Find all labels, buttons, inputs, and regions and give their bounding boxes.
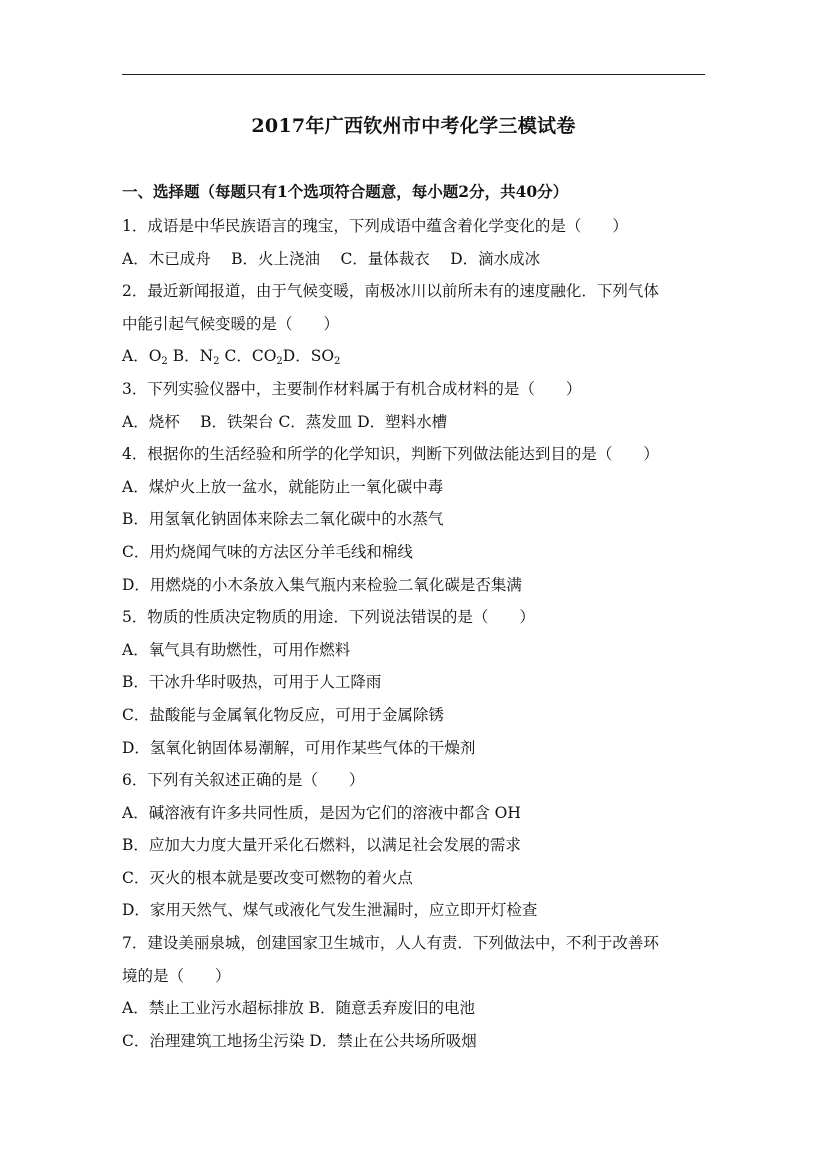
question-6-option-c: C．灭火的根本就是要改变可燃物的着火点: [122, 868, 413, 887]
question-6: 6．下列有关叙述正确的是（ ）: [122, 771, 365, 790]
question-5-option-c: C．盐酸能与金属氧化物反应，可用于金属除锈: [122, 705, 444, 724]
question-5-option-a: A．氧气具有助燃性，可用作燃料: [122, 640, 351, 659]
page-title: 2017年广西钦州市中考化学三模试卷: [251, 115, 576, 137]
question-2-line-2: 中能引起气候变暖的是（ ）: [122, 314, 340, 333]
question-list: [122, 210, 712, 1057]
header-rule: [122, 74, 705, 75]
question-6-option-d: D．家用天然气、煤气或液化气发生泄漏时，应立即开灯检查: [122, 901, 538, 920]
question-1: 1．成语是中华民族语言的瑰宝，下列成语中蕴含着化学变化的是（ ）: [122, 217, 628, 235]
question-7-options-ab: A．禁止工业污水超标排放 B．随意丢弃废旧的电池: [122, 999, 476, 1018]
question-4-option-a: A．煤炉火上放一盆水，就能防止一氧化碳中毒: [122, 477, 444, 496]
question-4-option-b: B．用氢氧化钠固体来除去二氧化碳中的水蒸气: [122, 510, 444, 529]
subscript: 2: [213, 356, 220, 368]
subscript: 2: [161, 356, 168, 368]
option-c: C．CO: [219, 347, 277, 366]
subscript: 2: [276, 356, 283, 368]
question-6-option-a: A．碱溶液有许多共同性质，是因为它们的溶液中都含 OH: [122, 803, 521, 822]
subscript: 2: [334, 356, 341, 368]
question-2-line-1: 2．最近新闻报道，由于气候变暖，南极冰川以前所未有的速度融化．下列气体: [122, 282, 659, 301]
option-b: B．N: [167, 347, 214, 366]
question-7-line-1: 7．建设美丽泉城，创建国家卫生城市，人人有责．下列做法中，不利于改善环: [122, 934, 659, 953]
question-7-line-2: 境的是（ ）: [122, 966, 231, 985]
question-4-option-d: D．用燃烧的小木条放入集气瓶内来检验二氧化碳是否集满: [122, 575, 522, 594]
option-d: D．SO: [282, 347, 335, 366]
question-3: 3．下列实验仪器中，主要制作材料属于有机合成材料的是（ ）: [122, 379, 582, 398]
question-4-option-c: C．用灼烧闻气味的方法区分羊毛线和棉线: [122, 542, 413, 561]
question-7-options-cd: C．治理建筑工地扬尘污染 D．禁止在公共场所吸烟: [122, 1031, 477, 1050]
question-2-options: [122, 340, 712, 373]
question-5: 5．物质的性质决定物质的用途．下列说法错误的是（ ）: [122, 608, 535, 627]
question-3-options: A．烧杯 B．铁架台 C．蒸发皿 D．塑料水槽: [122, 412, 448, 431]
section-heading: 一、选择题（每题只有1个选项符合题意，每小题2分，共40分）: [122, 182, 569, 201]
question-4: 4．根据你的生活经验和所学的化学知识，判断下列做法能达到目的是（ ）: [122, 445, 659, 464]
question-5-option-d: D．氢氧化钠固体易潮解，可用作某些气体的干燥剂: [122, 738, 476, 757]
question-5-option-b: B．干冰升华时吸热，可用于人工降雨: [122, 673, 382, 692]
question-6-option-b: B．应加大力度大量开采化石燃料，以满足社会发展的需求: [122, 836, 521, 855]
option-a: A．O: [122, 347, 162, 366]
question-1-options: A．木已成舟 B．火上浇油 C．量体裁衣 D．滴水成冰: [122, 249, 541, 268]
